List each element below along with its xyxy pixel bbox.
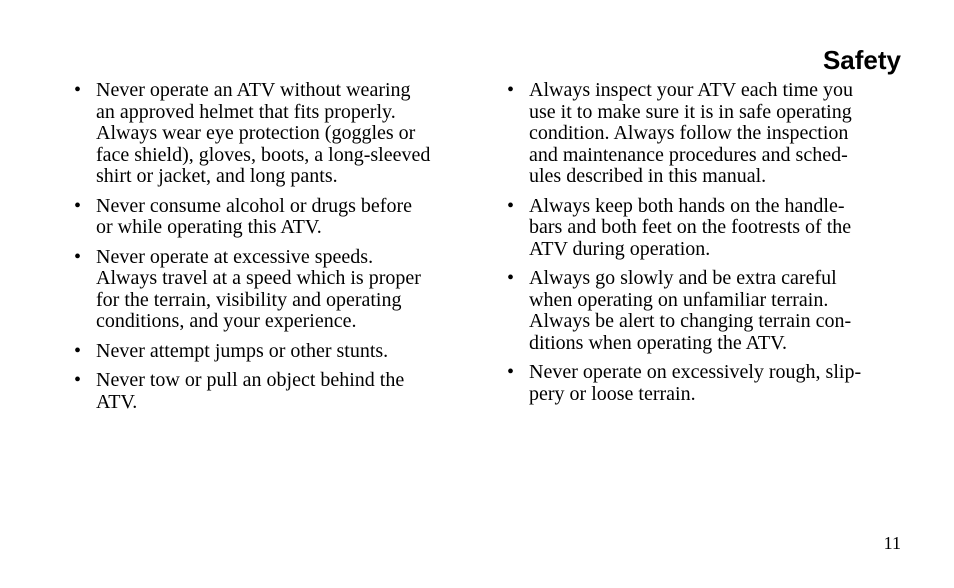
bullet-icon: • — [74, 369, 82, 391]
list-item — [507, 268, 907, 354]
bullet-icon: • — [74, 79, 82, 101]
bullet-icon: • — [74, 245, 82, 268]
bullet-text: Never operate at excessive speeds. Always travel at a speed which is proper for the terrain, visibility and operating conditions, and your experience. — [96, 245, 421, 332]
left-bullet-list — [74, 80, 474, 421]
bullet-text: Never tow or pull an object behind the ATV. — [96, 369, 405, 413]
bullet-icon: • — [507, 267, 515, 289]
bullet-text: Always go slowly and be extra careful when operating on unfamiliar terrain. Always be alert to changing terrain con- ditions when operating the ATV. — [529, 267, 852, 354]
bullet-icon: • — [74, 194, 82, 217]
list-item — [74, 370, 474, 413]
list-item — [74, 341, 474, 363]
bullet-text: Always keep both hands on the handle- bars and both feet on the footrests of the ATV during operation. — [529, 194, 852, 260]
bullet-text: Never attempt jumps or other stunts. — [96, 339, 389, 362]
list-item — [507, 196, 907, 261]
bullet-text: Always inspect your ATV each time you use it to make sure it is in safe operating condition. Always follow the inspection and maintenance procedures and sched- ules described in this manual. — [529, 79, 854, 187]
bullet-icon: • — [507, 194, 515, 217]
bullet-text: Never operate on excessively rough, slip- pery or loose terrain. — [529, 361, 862, 405]
right-bullet-list — [507, 80, 907, 413]
list-item — [507, 80, 907, 188]
page-number: 11 — [883, 533, 901, 553]
list-item — [74, 247, 474, 333]
list-item — [74, 80, 474, 188]
bullet-icon: • — [74, 339, 82, 362]
bullet-icon: • — [507, 361, 515, 383]
bullet-text: Never consume alcohol or drugs before or while operating this ATV. — [96, 194, 412, 238]
bullet-text: Never operate an ATV without wearing an approved helmet that fits properly. Always wear eye protection (goggles or face shield), gloves, boots, a long-sleeved shirt or jacket, and long pants. — [96, 79, 431, 187]
list-item — [74, 196, 474, 239]
list-item — [507, 362, 907, 405]
bullet-icon: • — [507, 79, 515, 101]
section-title: Safety — [822, 45, 901, 75]
